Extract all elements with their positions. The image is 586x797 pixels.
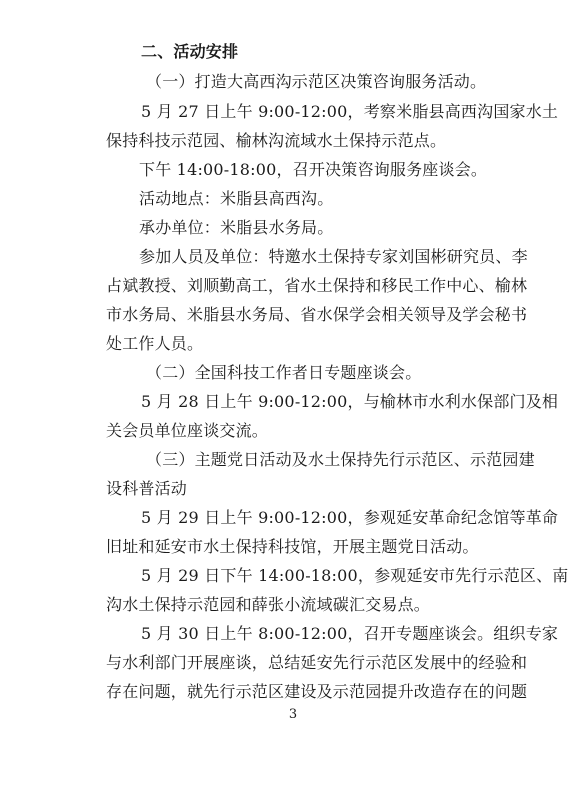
text-line: 处工作人员。 <box>106 334 204 353</box>
text-line: 设科普活动 <box>106 479 188 498</box>
text-line: 占斌教授、刘顺勤高工，省水土保持和移民工作中心、榆林 <box>106 276 528 295</box>
text-line: 参加人员及单位：特邀水土保持专家刘国彬研究员、李 <box>139 247 528 266</box>
text-line: （一）打造大高西沟示范区决策咨询服务活动。 <box>146 72 487 91</box>
text-line: 5 月 29 日上午 9:00-12:00，参观延安革命纪念馆等革命 <box>141 508 559 527</box>
text-line: （三）主题党日活动及水土保持先行示范区、示范园建 <box>146 450 535 469</box>
text-line: 下午 14:00-18:00，召开决策咨询服务座谈会。 <box>139 160 488 179</box>
text-line: 5 月 29 日下午 14:00-18:00，参观延安市先行示范区、南 <box>141 566 569 585</box>
text-line: 市水务局、米脂县水务局、省水保学会相关领导及学会秘书 <box>106 305 528 324</box>
section-heading: 二、活动安排 <box>141 42 239 61</box>
text-line: 5 月 27 日上午 9:00-12:00，考察米脂县高西沟国家水土 <box>141 102 559 121</box>
text-line: 活动地点：米脂县高西沟。 <box>139 189 334 208</box>
text-line: 保持科技示范园、榆林沟流域水土保持示范点。 <box>106 131 447 150</box>
text-line: 5 月 28 日上午 9:00-12:00，与榆林市水利水保部门及相 <box>141 392 559 411</box>
text-line: 5 月 30 日上午 8:00-12:00，召开专题座谈会。组织专家 <box>141 624 559 643</box>
text-line: （二）全国科技工作者日专题座谈会。 <box>146 363 422 382</box>
text-line: 关会员单位座谈交流。 <box>106 421 269 440</box>
text-line: 承办单位：米脂县水务局。 <box>139 218 334 237</box>
text-line: 存在问题，就先行示范区建设及示范园提升改造存在的问题 <box>106 682 528 701</box>
text-line: 与水利部门开展座谈，总结延安先行示范区发展中的经验和 <box>106 653 528 672</box>
page-number: 3 <box>288 707 298 722</box>
text-line: 沟水土保持示范园和薛张小流域碳汇交易点。 <box>106 595 431 614</box>
text-line: 旧址和延安市水土保持科技馆，开展主题党日活动。 <box>106 537 479 556</box>
